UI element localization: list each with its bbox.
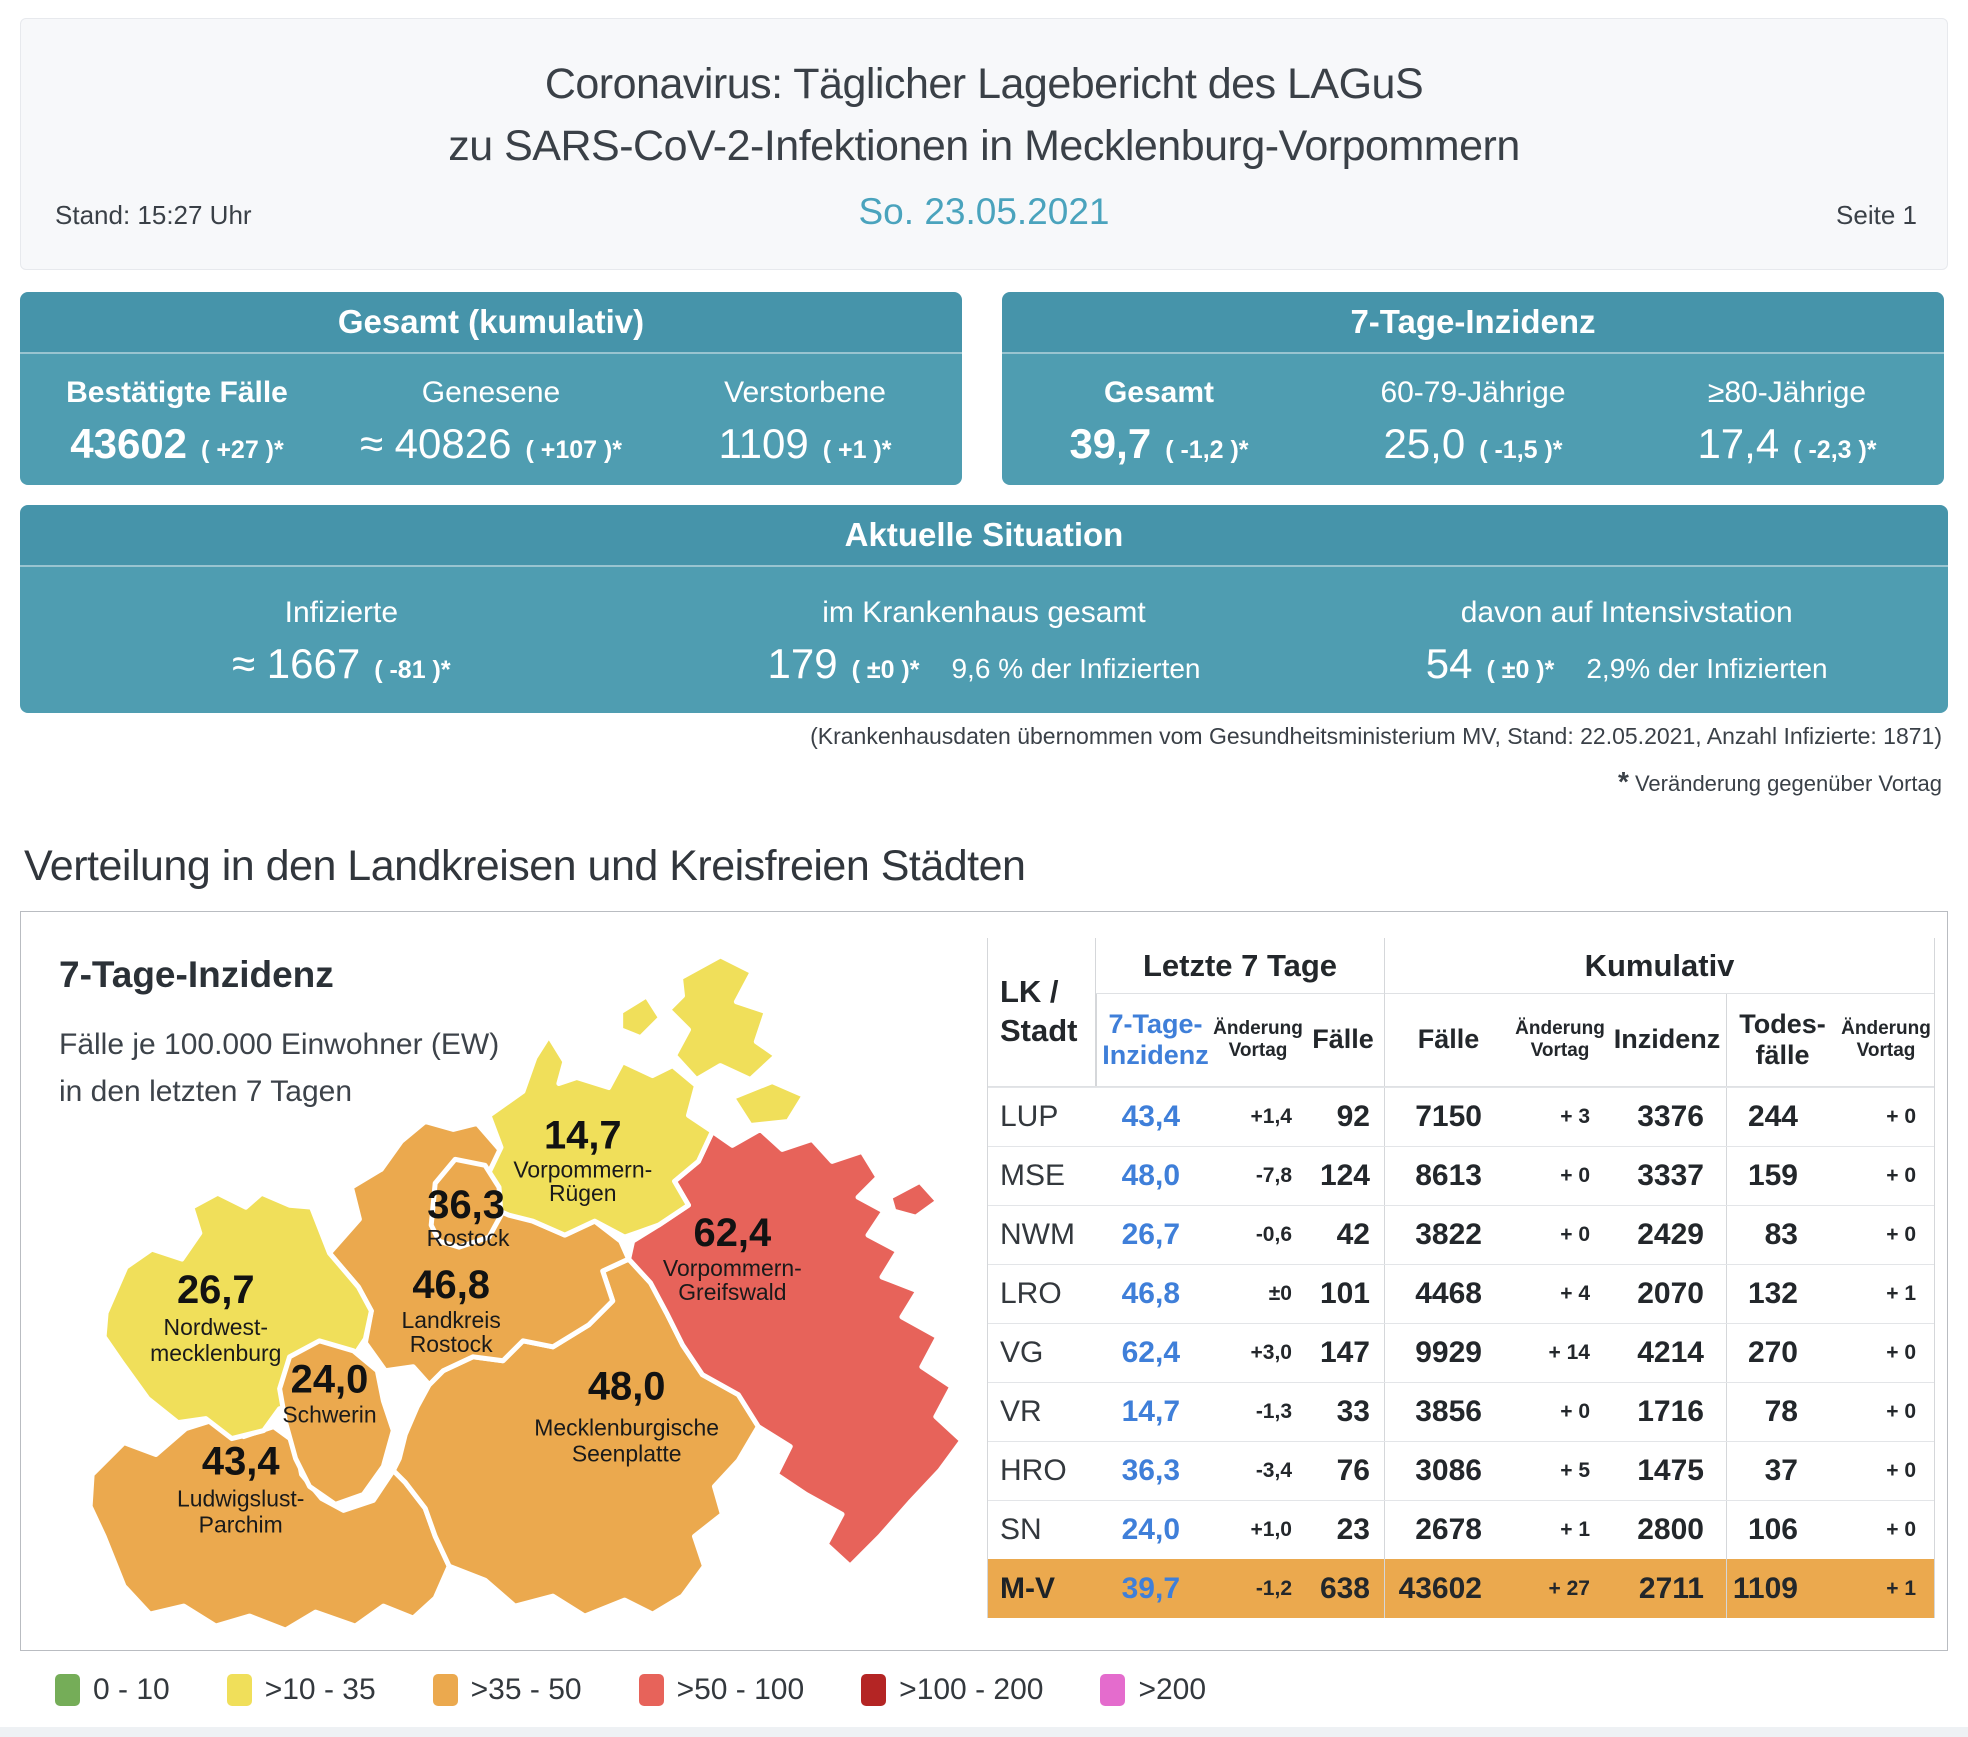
- table-cell: 159: [1726, 1147, 1838, 1205]
- map-label-value-sn: 24,0: [290, 1357, 369, 1402]
- table-cell: + 0: [1886, 1223, 1916, 1246]
- report-header-card: [20, 18, 1948, 270]
- star-footnote: [0, 766, 1942, 798]
- map-title: 7-Tage-Inzidenz: [59, 954, 334, 995]
- table-cell: 7150: [1384, 1088, 1512, 1146]
- map-subtitle-line1: Fälle je 100.000 Einwohner (EW): [59, 1028, 500, 1061]
- stat-value: 54: [1425, 640, 1473, 687]
- table-cell: 36,3: [1121, 1454, 1180, 1487]
- stat-label: Gesamt: [1103, 375, 1215, 409]
- map-label-name: Rügen: [549, 1180, 617, 1207]
- legend-label: >100 - 200: [899, 1673, 1044, 1706]
- panel-gesamt-body: [20, 354, 962, 485]
- table-cell: 39,7: [1121, 1571, 1180, 1605]
- legend-label: >10 - 35: [264, 1673, 376, 1706]
- panel-gesamt-kumulativ: [20, 292, 962, 485]
- panel-aktuell-body: [20, 567, 1948, 713]
- table-cell: SN: [1000, 1513, 1042, 1546]
- map-subtitle-line2: in den letzten 7 Tagen: [59, 1074, 353, 1108]
- stat-value: 39,7: [1069, 419, 1152, 467]
- table-cell: + 0: [1886, 1459, 1916, 1482]
- map-label-name: Schwerin: [282, 1401, 377, 1428]
- map-label-value-vr: 14,7: [543, 1113, 622, 1158]
- stat-value: ≈ 1667: [232, 640, 361, 687]
- table-cell: 2429: [1637, 1218, 1704, 1251]
- table-cell: 14,7: [1121, 1395, 1180, 1428]
- map-label-name: Nordwest-: [163, 1313, 269, 1340]
- col-header-faelle-7t: Fälle: [1312, 1024, 1374, 1055]
- table-cell: + 0: [1560, 1400, 1590, 1423]
- table-cell: +1,0: [1250, 1518, 1292, 1541]
- table-cell: 244: [1726, 1088, 1838, 1146]
- stat-extra: 2,9% der Infizierten: [1586, 653, 1828, 684]
- stat-delta: ( ±0 )*: [851, 656, 920, 684]
- table-row-lup: [988, 1087, 1934, 1146]
- legend-swatch-yellow: [226, 1673, 253, 1707]
- table-cell: 3376: [1637, 1100, 1704, 1133]
- table-cell: M-V: [1000, 1571, 1055, 1605]
- col-header-7-tage-inzidenz: 7-Tage-Inzidenz: [1096, 994, 1214, 1086]
- stat-value: 17,4: [1697, 419, 1780, 467]
- stat-label: Genesene: [421, 375, 561, 409]
- stat-delta: ( -2,3 )*: [1793, 435, 1877, 464]
- table-cell: 76: [1336, 1454, 1370, 1487]
- map-label-value-nwm: 26,7: [176, 1267, 255, 1312]
- legend-swatch-darkred: [860, 1673, 887, 1707]
- table-cell: 1716: [1637, 1395, 1704, 1428]
- legend-label: 0 - 10: [93, 1673, 170, 1706]
- stat-krankenhaus: [663, 567, 1306, 713]
- legend-item-200plus: [1099, 1673, 1206, 1707]
- stat-delta: ( ±0 )*: [1486, 656, 1555, 684]
- table-cell: 8613: [1384, 1147, 1512, 1205]
- col-group-letzte-7-tage: Letzte 7 Tage: [1096, 938, 1384, 994]
- table-row-hro: [988, 1441, 1934, 1500]
- table-cell: VG: [1000, 1336, 1044, 1369]
- table-header: [988, 938, 1934, 1087]
- stat-label: Infizierte: [284, 596, 399, 629]
- panel-7-tage-inzidenz: [1002, 292, 1944, 485]
- legend-item-100-200: [860, 1673, 1043, 1707]
- table-cell: + 0: [1886, 1341, 1916, 1364]
- stand-time: Stand: 15:27 Uhr: [55, 200, 252, 230]
- table-cell: 4468: [1384, 1265, 1512, 1323]
- table-cell: 2070: [1637, 1277, 1704, 1310]
- table-cell: 3856: [1384, 1383, 1512, 1441]
- table-cell: 24,0: [1121, 1513, 1180, 1546]
- table-cell: + 0: [1886, 1164, 1916, 1187]
- table-cell: + 4: [1560, 1282, 1590, 1305]
- panel-inzidenz-title: 7-Tage-Inzidenz: [1002, 292, 1944, 354]
- table-cell: + 14: [1548, 1341, 1590, 1364]
- stat-verstorbene: [648, 354, 962, 485]
- map-region-vg-islet-shape: [890, 1181, 938, 1217]
- hospital-footnote: (Krankenhausdaten übernommen vom Gesundheitsministerium MV, Stand: 22.05.2021, Anzahl Infizierte: 1871): [810, 723, 1942, 749]
- star-text: Veränderung gegenüber Vortag: [1628, 771, 1942, 796]
- table-cell: 638: [1319, 1571, 1370, 1605]
- district-table: [987, 938, 1935, 1618]
- table-cell: LUP: [1000, 1100, 1059, 1133]
- table-cell: + 0: [1560, 1223, 1590, 1246]
- panel-gesamt-title: Gesamt (kumulativ): [20, 292, 962, 354]
- table-cell: 106: [1726, 1501, 1838, 1559]
- distribution-panel: [20, 911, 1948, 1651]
- table-cell: 2711: [1638, 1571, 1704, 1605]
- stat-delta: ( +27 )*: [201, 435, 284, 464]
- map-label-name: Vorpommern-: [513, 1156, 653, 1183]
- table-cell: 33: [1336, 1395, 1370, 1428]
- col-header-aenderung-vortag: Änderung Vortag: [1213, 1018, 1303, 1061]
- map-label-name: Rostock: [426, 1225, 510, 1252]
- bottom-strip: [0, 1727, 1968, 1737]
- panel-inzidenz-body: [1002, 354, 1944, 485]
- report-title-line1: Coronavirus: Täglicher Lagebericht des LAGuS: [544, 60, 1424, 108]
- table-cell: 9929: [1384, 1324, 1512, 1382]
- col-header-aenderung-vortag-kum: Änderung Vortag: [1515, 1018, 1605, 1061]
- map-region-ruegen-south-shape: [732, 1082, 804, 1126]
- stat-label: ≥80-Jährige: [1707, 375, 1867, 409]
- stat-delta: ( -1,5 )*: [1479, 435, 1563, 464]
- col-header-lk-stadt: LK / Stadt: [988, 938, 1096, 1086]
- table-cell: 78: [1726, 1383, 1838, 1441]
- table-cell: 23: [1336, 1513, 1370, 1546]
- table-cell: 46,8: [1121, 1277, 1180, 1310]
- stat-value: 43602: [70, 419, 188, 467]
- col-group-kumulativ: Kumulativ: [1384, 938, 1934, 994]
- legend-item-10-35: [226, 1673, 376, 1707]
- table-cell: + 0: [1886, 1105, 1916, 1128]
- map-label-value-lro: 46,8: [412, 1262, 490, 1307]
- table-row-nwm: [988, 1205, 1934, 1264]
- table-cell: NWM: [1000, 1218, 1075, 1251]
- table-cell: 270: [1726, 1324, 1838, 1382]
- stat-infizierte: [20, 567, 663, 713]
- map-label-name: Landkreis: [401, 1306, 501, 1333]
- table-cell: 132: [1726, 1265, 1838, 1323]
- map-label-name: Greifswald: [678, 1278, 787, 1305]
- table-cell: +3,0: [1250, 1341, 1292, 1364]
- table-cell: + 5: [1560, 1459, 1590, 1482]
- stat-value: 25,0: [1383, 419, 1466, 467]
- col-header-faelle-kum: Fälle: [1384, 994, 1512, 1086]
- legend-swatch-green: [54, 1673, 81, 1707]
- legend-item-0-10: [54, 1673, 170, 1707]
- stat-delta: ( +107 )*: [525, 435, 623, 464]
- table-cell: ±0: [1268, 1282, 1292, 1305]
- stat-inzidenz-gesamt: [1002, 354, 1316, 485]
- legend-swatch-magenta: [1099, 1673, 1126, 1707]
- stat-label: 60-79-Jährige: [1380, 375, 1566, 409]
- table-cell: 48,0: [1121, 1159, 1180, 1192]
- col-header-todesfaelle: Todes-fälle: [1726, 994, 1838, 1086]
- legend-item-35-50: [432, 1673, 582, 1707]
- table-cell: -3,4: [1255, 1459, 1292, 1482]
- map-label-name: Rostock: [409, 1330, 493, 1357]
- stat-label: davon auf Intensivstation: [1460, 596, 1793, 629]
- table-cell: MSE: [1000, 1159, 1066, 1192]
- table-cell: 4214: [1637, 1336, 1704, 1369]
- stat-value: 1109: [718, 419, 809, 467]
- stat-label: Verstorbene: [724, 375, 886, 409]
- map-label-value-mse: 48,0: [587, 1364, 666, 1409]
- stat-value: 179: [767, 640, 838, 687]
- stat-inzidenz-80plus: [1630, 354, 1944, 485]
- table-cell: 124: [1319, 1159, 1370, 1192]
- table-cell: LRO: [1000, 1277, 1062, 1310]
- stat-bestaetigte-faelle: [20, 354, 334, 485]
- table-cell: + 3: [1560, 1105, 1590, 1128]
- map-label-name: Vorpommern-: [662, 1255, 802, 1282]
- legend-swatch-orange: [432, 1673, 459, 1707]
- table-cell: -1,3: [1255, 1400, 1292, 1423]
- table-cell: HRO: [1000, 1454, 1067, 1487]
- stat-extra: 9,6 % der Infizierten: [951, 653, 1201, 684]
- table-cell: 62,4: [1121, 1336, 1180, 1369]
- table-cell: 3086: [1384, 1442, 1512, 1500]
- incidence-legend: [54, 1669, 1968, 1711]
- stat-inzidenz-60-79: [1316, 354, 1630, 485]
- map-label-name: Mecklenburgische: [534, 1414, 720, 1441]
- map-area: [21, 912, 986, 1650]
- stat-delta: ( -1,2 )*: [1165, 435, 1249, 464]
- report-title-line2: zu SARS-CoV-2-Infektionen in Mecklenburg-Vorpommern: [448, 122, 1520, 171]
- table-cell: 147: [1319, 1336, 1370, 1369]
- panel-aktuell-title: Aktuelle Situation: [20, 505, 1948, 567]
- section-title: Verteilung in den Landkreisen und Kreisfreien Städten: [24, 842, 1026, 890]
- legend-label: >50 - 100: [676, 1673, 805, 1706]
- stat-delta: ( +1 )*: [822, 435, 892, 464]
- table-cell: + 27: [1548, 1576, 1590, 1600]
- table-cell: +1,4: [1250, 1105, 1292, 1128]
- table-cell: VR: [1000, 1395, 1042, 1428]
- table-cell: 83: [1726, 1206, 1838, 1264]
- table-cell: + 1: [1886, 1282, 1916, 1305]
- report-date: So. 23.05.2021: [858, 191, 1110, 232]
- stat-delta: ( -81 )*: [374, 656, 451, 684]
- map-label-value-vg: 62,4: [693, 1211, 772, 1256]
- table-cell: + 1: [1560, 1518, 1590, 1541]
- table-cell: 37: [1726, 1442, 1838, 1500]
- col-header-aenderung-vortag-tote: Änderung Vortag: [1841, 1018, 1931, 1061]
- table-row-lro: [988, 1264, 1934, 1323]
- col-header-inzidenz-kum: Inzidenz: [1613, 1024, 1721, 1055]
- stat-intensivstation: [1305, 567, 1948, 713]
- table-row-vr: [988, 1382, 1934, 1441]
- stat-label: im Krankenhaus gesamt: [822, 596, 1146, 629]
- table-cell: + 0: [1886, 1400, 1916, 1423]
- map-label-value-hro: 36,3: [427, 1183, 505, 1228]
- stat-genesene: [334, 354, 648, 485]
- table-cell: 101: [1319, 1277, 1370, 1310]
- table-row-mse: [988, 1146, 1934, 1205]
- table-cell: 43,4: [1121, 1100, 1180, 1133]
- header-meta-row: [21, 187, 1947, 231]
- legend-label: >35 - 50: [470, 1673, 582, 1706]
- map-label-name: Ludwigslust-: [177, 1485, 305, 1512]
- table-cell: 3337: [1637, 1159, 1704, 1192]
- map-caption: [59, 954, 499, 1115]
- legend-swatch-salmon: [638, 1673, 665, 1707]
- table-cell: -7,8: [1255, 1164, 1292, 1187]
- panel-aktuelle-situation: [20, 505, 1948, 713]
- map-region-ruegen-island-shape: [669, 956, 777, 1080]
- table-cell: -1,2: [1255, 1576, 1292, 1600]
- map-label-name: mecklenburg: [150, 1339, 282, 1366]
- page-number: Seite 1: [1836, 200, 1917, 230]
- legend-label: >200: [1138, 1673, 1207, 1706]
- table-cell: 26,7: [1121, 1218, 1180, 1251]
- map-label-name: Seenplatte: [571, 1440, 682, 1467]
- star-symbol: *: [1617, 766, 1629, 797]
- stat-value: ≈ 40826: [359, 419, 512, 467]
- table-cell: -0,6: [1255, 1223, 1292, 1246]
- table-cell: 43602: [1384, 1559, 1512, 1618]
- legend-item-50-100: [638, 1673, 805, 1707]
- table-row-vg: [988, 1323, 1934, 1382]
- table-cell: + 0: [1560, 1164, 1590, 1187]
- table-cell: 42: [1336, 1218, 1370, 1251]
- map-label-name: Parchim: [198, 1511, 283, 1538]
- table-cell: + 1: [1886, 1576, 1916, 1600]
- map-region-hiddensee-island-shape: [621, 996, 661, 1038]
- table-row-sn: [988, 1500, 1934, 1559]
- table-cell: 1475: [1637, 1454, 1704, 1487]
- table-cell: 2678: [1384, 1501, 1512, 1559]
- map-label-value-lup: 43,4: [201, 1439, 280, 1484]
- table-cell: 1109: [1726, 1559, 1838, 1618]
- table-cell: 92: [1336, 1100, 1370, 1133]
- stat-label: Bestätigte Fälle: [66, 375, 288, 409]
- summary-panels-row: [20, 292, 1948, 485]
- table-cell: 2800: [1637, 1513, 1704, 1546]
- table-row-total-mv: [988, 1559, 1934, 1618]
- table-cell: + 0: [1886, 1518, 1916, 1541]
- table-cell: 3822: [1384, 1206, 1512, 1264]
